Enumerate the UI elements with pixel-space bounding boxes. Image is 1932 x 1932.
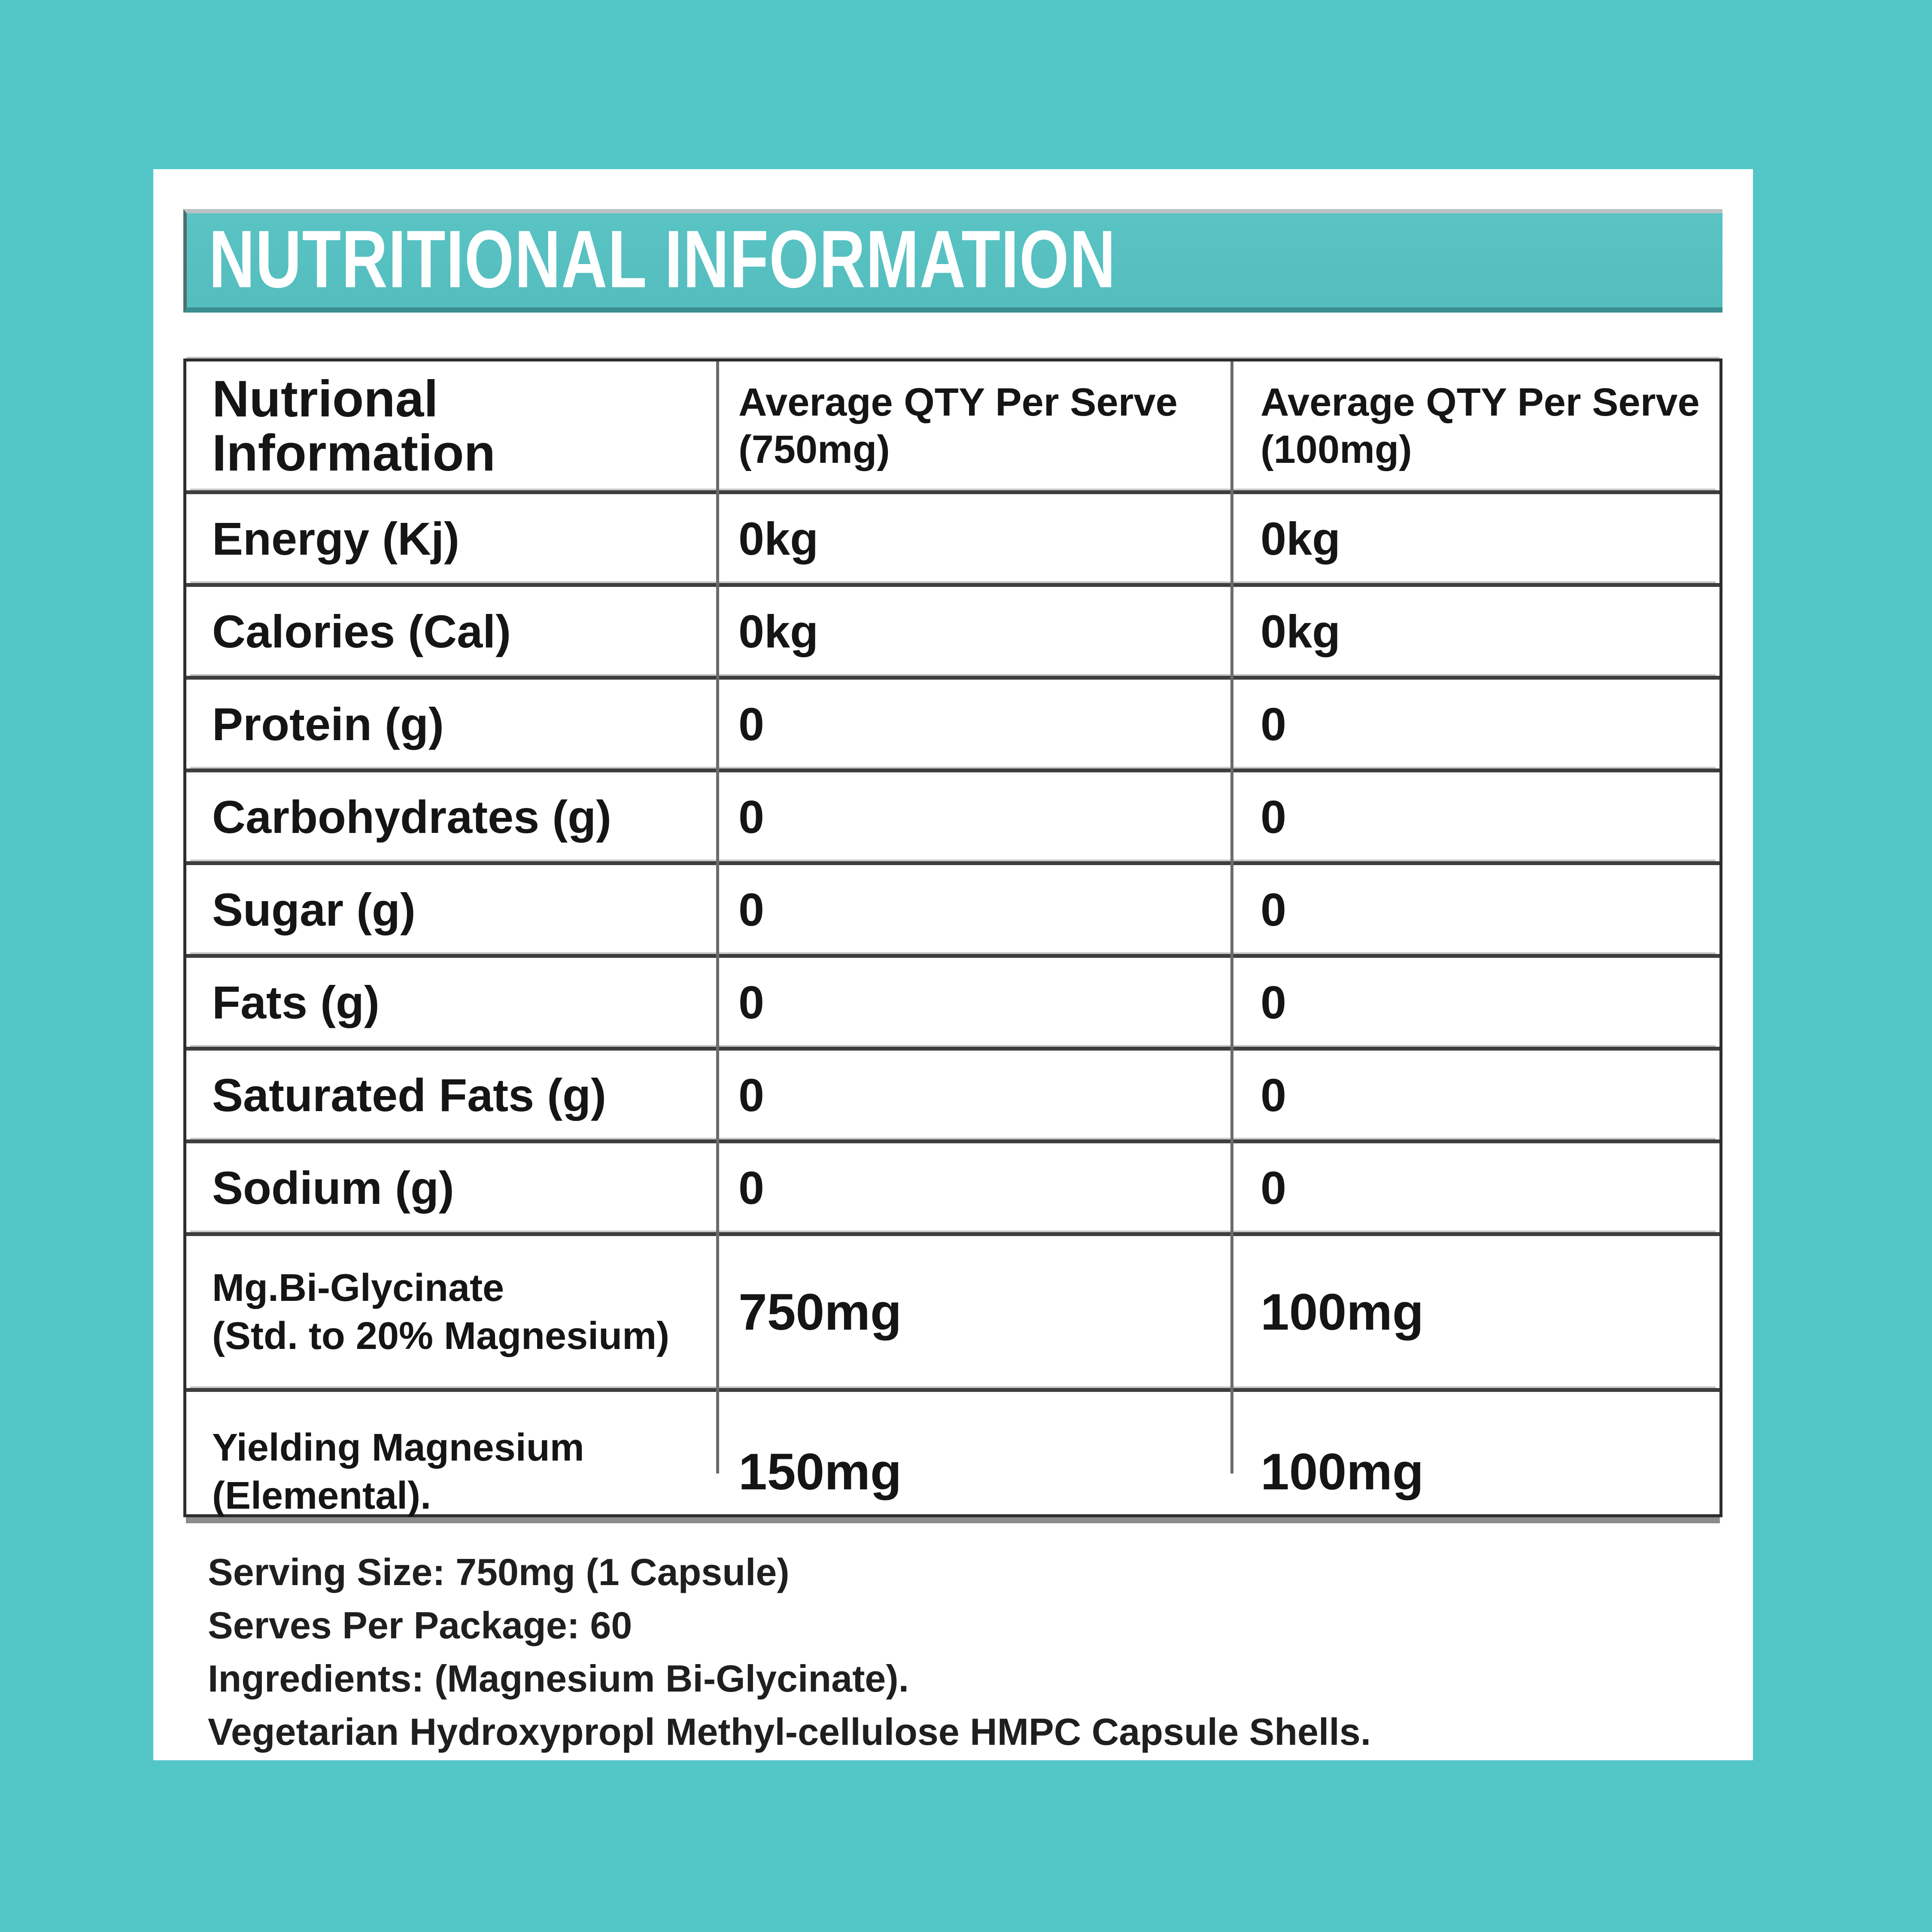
value-cell-750mg: 0 [738,791,765,843]
value-cell-750mg: 0 [738,698,765,750]
nutrient-name-cell [186,772,716,861]
nutrient-name-cell [186,1392,716,1552]
value-cell-100mg: 0 [1261,698,1287,750]
page-title: NUTRITIONAL INFORMATION [209,213,1116,305]
table-row [186,1139,1719,1232]
header-cell-nutritional-information [186,361,716,490]
table-row [186,769,1719,861]
header-cell-per-serve-750 [716,361,1230,490]
row-label: Saturated Fats (g) [212,1069,607,1121]
value-cell-100mg: 0 [1261,884,1287,936]
nutrient-name-cell [186,1051,716,1139]
value-cell-750mg: 0 [738,976,765,1028]
row-label: Carbohydrates (g) [212,790,612,843]
table-row [186,490,1719,583]
serving-size-line: Serving Size: 750mg (1 Capsule) [208,1551,790,1593]
value-cell-750mg: 0kg [738,513,819,565]
capsule-shell-line: Vegetarian Hydroxypropl Methyl-cellulose HMPC Capsule Shells. [208,1710,1371,1753]
table-row [186,1232,1719,1388]
table-row [186,1047,1719,1139]
nutrient-name-cell [186,587,716,676]
nutrient-name-cell [186,865,716,954]
nutrient-name-cell [186,680,716,769]
table-row [186,861,1719,954]
value-cell-750mg: 0 [738,1162,765,1214]
row-label: Calories (Cal) [212,605,511,657]
nutrient-name-cell [186,1143,716,1232]
value-cell-100mg: 0 [1261,1069,1287,1121]
nutrient-name-cell [186,1236,716,1388]
value-cell-100mg: 100mg [1261,1443,1424,1501]
header-label-line1: Average QTY Per Serve [1261,380,1700,424]
row-label: Sugar (g) [212,883,416,936]
row-label: Protein (g) [212,698,444,750]
table-row [186,583,1719,676]
header-label-line2: (750mg) [738,428,890,471]
row-label: Sodium (g) [212,1161,454,1214]
ingredients-line: Ingredients: (Magnesium Bi-Glycinate). [208,1657,909,1700]
header-cell-per-serve-100 [1230,361,1719,490]
value-cell-100mg: 0kg [1261,605,1341,657]
value-cell-750mg: 0kg [738,605,819,657]
table-row [186,1388,1719,1552]
value-cell-750mg: 150mg [738,1443,902,1501]
value-cell-750mg: 0 [738,1069,765,1121]
row-label: Energy (Kj) [212,512,460,565]
title-banner [183,209,1722,313]
nutrient-name-cell [186,494,716,583]
value-cell-100mg: 0 [1261,791,1287,843]
nutrition-table [183,358,1722,1517]
value-cell-100mg: 0 [1261,1162,1287,1214]
column-separator-1 [716,361,719,1473]
value-cell-100mg: 0 [1261,976,1287,1028]
footer-notes [208,1546,1668,1759]
label-card [153,169,1753,1760]
row-sublabel: (Std. to 20% Magnesium) [212,1315,670,1358]
row-label: Yielding Magnesium [212,1426,584,1469]
value-cell-750mg: 750mg [738,1283,902,1341]
nutrient-name-cell [186,958,716,1047]
value-cell-750mg: 0 [738,884,765,936]
header-label-line1: Average QTY Per Serve [738,380,1178,424]
column-separator-2 [1230,361,1233,1473]
row-label: Fats (g) [212,976,380,1028]
header-label-line1: Nutrional [212,370,438,428]
header-label-line2: (100mg) [1261,428,1412,471]
row-label: Mg.Bi-Glycinate [212,1267,504,1309]
row-sublabel: (Elemental). [212,1474,431,1517]
table-row [186,676,1719,769]
table-row [186,954,1719,1047]
table-header-row [186,361,1719,490]
value-cell-100mg: 100mg [1261,1283,1424,1341]
header-label-line2: Information [212,424,495,482]
serves-per-package-line: Serves Per Package: 60 [208,1604,632,1646]
value-cell-100mg: 0kg [1261,513,1341,565]
